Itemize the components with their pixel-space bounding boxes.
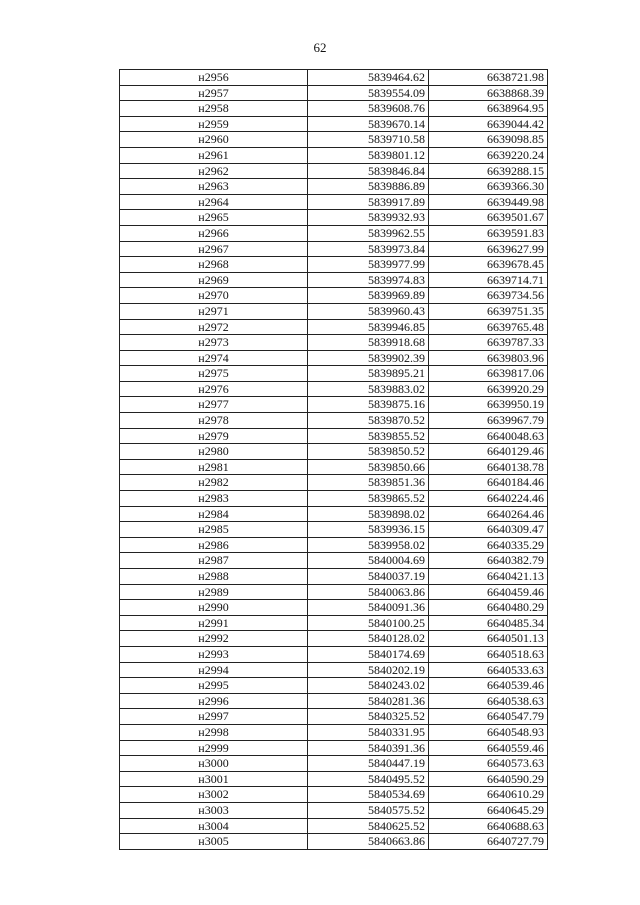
y-coordinate-cell: 6640184.46 — [429, 475, 548, 491]
table-row — [120, 303, 548, 319]
table-row — [120, 631, 548, 647]
x-coordinate-cell: 5840663.86 — [308, 834, 429, 850]
point-id-cell: н2987 — [120, 553, 308, 569]
table-row — [120, 459, 548, 475]
y-coordinate-cell: 6640727.79 — [429, 834, 548, 850]
table-row — [120, 132, 548, 148]
x-coordinate-cell: 5840174.69 — [308, 646, 429, 662]
y-coordinate-cell: 6639787.33 — [429, 335, 548, 351]
table-row — [120, 600, 548, 616]
y-coordinate-cell: 6638721.98 — [429, 70, 548, 86]
y-coordinate-cell: 6639591.83 — [429, 225, 548, 241]
x-coordinate-cell: 5839875.16 — [308, 397, 429, 413]
table-row — [120, 116, 548, 132]
x-coordinate-cell: 5840447.19 — [308, 756, 429, 772]
y-coordinate-cell: 6639678.45 — [429, 257, 548, 273]
point-id-cell: н2978 — [120, 413, 308, 429]
point-id-cell: н2970 — [120, 288, 308, 304]
y-coordinate-cell: 6640129.46 — [429, 444, 548, 460]
point-id-cell: н2958 — [120, 101, 308, 117]
table-row — [120, 756, 548, 772]
x-coordinate-cell: 5839974.83 — [308, 272, 429, 288]
table-row — [120, 241, 548, 257]
point-id-cell: н2980 — [120, 444, 308, 460]
table-row — [120, 740, 548, 756]
table-row — [120, 225, 548, 241]
table-row — [120, 709, 548, 725]
x-coordinate-cell: 5840331.95 — [308, 724, 429, 740]
point-id-cell: н2964 — [120, 194, 308, 210]
table-row — [120, 194, 548, 210]
x-coordinate-cell: 5839958.02 — [308, 537, 429, 553]
y-coordinate-cell: 6640501.13 — [429, 631, 548, 647]
point-id-cell: н2976 — [120, 381, 308, 397]
page-number: 62 — [313, 40, 327, 55]
x-coordinate-cell: 5839977.99 — [308, 257, 429, 273]
point-id-cell: н2971 — [120, 303, 308, 319]
table-row — [120, 381, 548, 397]
point-id-cell: н2997 — [120, 709, 308, 725]
y-coordinate-cell: 6640645.29 — [429, 802, 548, 818]
x-coordinate-cell: 5839918.68 — [308, 335, 429, 351]
x-coordinate-cell: 5839946.85 — [308, 319, 429, 335]
point-id-cell: н2975 — [120, 366, 308, 382]
x-coordinate-cell: 5840575.52 — [308, 802, 429, 818]
point-id-cell: н2985 — [120, 522, 308, 538]
y-coordinate-cell: 6640048.63 — [429, 428, 548, 444]
point-id-cell: н2996 — [120, 693, 308, 709]
x-coordinate-cell: 5840495.52 — [308, 771, 429, 787]
x-coordinate-cell: 5839895.21 — [308, 366, 429, 382]
x-coordinate-cell: 5840281.36 — [308, 693, 429, 709]
table-row — [120, 491, 548, 507]
table-row — [120, 101, 548, 117]
x-coordinate-cell: 5840004.69 — [308, 553, 429, 569]
point-id-cell: н2983 — [120, 491, 308, 507]
y-coordinate-cell: 6639817.06 — [429, 366, 548, 382]
table-row — [120, 147, 548, 163]
table-row — [120, 444, 548, 460]
table-row — [120, 335, 548, 351]
y-coordinate-cell: 6639220.24 — [429, 147, 548, 163]
x-coordinate-cell: 5840243.02 — [308, 678, 429, 694]
table-row — [120, 537, 548, 553]
y-coordinate-cell: 6640547.79 — [429, 709, 548, 725]
point-id-cell: н2973 — [120, 335, 308, 351]
x-coordinate-cell: 5839670.14 — [308, 116, 429, 132]
table-row — [120, 85, 548, 101]
table-row — [120, 163, 548, 179]
x-coordinate-cell: 5839710.58 — [308, 132, 429, 148]
x-coordinate-cell: 5839850.52 — [308, 444, 429, 460]
table-row — [120, 553, 548, 569]
point-id-cell: н2966 — [120, 225, 308, 241]
point-id-cell: н3004 — [120, 818, 308, 834]
table-row — [120, 272, 548, 288]
x-coordinate-cell: 5840202.19 — [308, 662, 429, 678]
y-coordinate-cell: 6640264.46 — [429, 506, 548, 522]
y-coordinate-cell: 6640335.29 — [429, 537, 548, 553]
point-id-cell: н2999 — [120, 740, 308, 756]
y-coordinate-cell: 6640538.63 — [429, 693, 548, 709]
x-coordinate-cell: 5839883.02 — [308, 381, 429, 397]
table-row — [120, 475, 548, 491]
point-id-cell: н2965 — [120, 210, 308, 226]
y-coordinate-cell: 6640480.29 — [429, 600, 548, 616]
table-row — [120, 506, 548, 522]
x-coordinate-cell: 5839898.02 — [308, 506, 429, 522]
x-coordinate-cell: 5839936.15 — [308, 522, 429, 538]
x-coordinate-cell: 5840534.69 — [308, 787, 429, 803]
point-id-cell: н2981 — [120, 459, 308, 475]
y-coordinate-cell: 6640539.46 — [429, 678, 548, 694]
x-coordinate-cell: 5839886.89 — [308, 179, 429, 195]
point-id-cell: н3002 — [120, 787, 308, 803]
y-coordinate-cell: 6640688.63 — [429, 818, 548, 834]
y-coordinate-cell: 6640548.93 — [429, 724, 548, 740]
x-coordinate-cell: 5839917.89 — [308, 194, 429, 210]
y-coordinate-cell: 6640485.34 — [429, 615, 548, 631]
point-id-cell: н2994 — [120, 662, 308, 678]
y-coordinate-cell: 6640138.78 — [429, 459, 548, 475]
point-id-cell: н2957 — [120, 85, 308, 101]
x-coordinate-cell: 5840037.19 — [308, 569, 429, 585]
point-id-cell: н2961 — [120, 147, 308, 163]
x-coordinate-cell: 5839960.43 — [308, 303, 429, 319]
coordinates-table — [119, 69, 548, 850]
point-id-cell: н2991 — [120, 615, 308, 631]
point-id-cell: н2977 — [120, 397, 308, 413]
table-row — [120, 350, 548, 366]
x-coordinate-cell: 5840391.36 — [308, 740, 429, 756]
x-coordinate-cell: 5839870.52 — [308, 413, 429, 429]
point-id-cell: н2993 — [120, 646, 308, 662]
point-id-cell: н2990 — [120, 600, 308, 616]
table-row — [120, 584, 548, 600]
y-coordinate-cell: 6640518.63 — [429, 646, 548, 662]
y-coordinate-cell: 6638964.95 — [429, 101, 548, 117]
table-row — [120, 818, 548, 834]
table-row — [120, 693, 548, 709]
y-coordinate-cell: 6639288.15 — [429, 163, 548, 179]
point-id-cell: н2988 — [120, 569, 308, 585]
y-coordinate-cell: 6639803.96 — [429, 350, 548, 366]
x-coordinate-cell: 5839554.09 — [308, 85, 429, 101]
table-row — [120, 70, 548, 86]
y-coordinate-cell: 6639967.79 — [429, 413, 548, 429]
point-id-cell: н3003 — [120, 802, 308, 818]
y-coordinate-cell: 6640590.29 — [429, 771, 548, 787]
x-coordinate-cell: 5839973.84 — [308, 241, 429, 257]
table-row — [120, 615, 548, 631]
table-row — [120, 569, 548, 585]
x-coordinate-cell: 5840325.52 — [308, 709, 429, 725]
point-id-cell: н2998 — [120, 724, 308, 740]
table-row — [120, 288, 548, 304]
y-coordinate-cell: 6639734.56 — [429, 288, 548, 304]
x-coordinate-cell: 5839608.76 — [308, 101, 429, 117]
y-coordinate-cell: 6639044.42 — [429, 116, 548, 132]
point-id-cell: н3000 — [120, 756, 308, 772]
x-coordinate-cell: 5840625.52 — [308, 818, 429, 834]
point-id-cell: н2972 — [120, 319, 308, 335]
table-row — [120, 771, 548, 787]
x-coordinate-cell: 5839464.62 — [308, 70, 429, 86]
table-row — [120, 522, 548, 538]
point-id-cell: н2995 — [120, 678, 308, 694]
table-row — [120, 210, 548, 226]
point-id-cell: н2967 — [120, 241, 308, 257]
table-row — [120, 834, 548, 850]
y-coordinate-cell: 6640573.63 — [429, 756, 548, 772]
y-coordinate-cell: 6640382.79 — [429, 553, 548, 569]
x-coordinate-cell: 5840128.02 — [308, 631, 429, 647]
point-id-cell: н3001 — [120, 771, 308, 787]
point-id-cell: н3005 — [120, 834, 308, 850]
point-id-cell: н2956 — [120, 70, 308, 86]
point-id-cell: н2992 — [120, 631, 308, 647]
table-row — [120, 787, 548, 803]
y-coordinate-cell: 6639098.85 — [429, 132, 548, 148]
point-id-cell: н2989 — [120, 584, 308, 600]
point-id-cell: н2969 — [120, 272, 308, 288]
y-coordinate-cell: 6640610.29 — [429, 787, 548, 803]
x-coordinate-cell: 5839855.52 — [308, 428, 429, 444]
x-coordinate-cell: 5839902.39 — [308, 350, 429, 366]
y-coordinate-cell: 6639366.30 — [429, 179, 548, 195]
point-id-cell: н2968 — [120, 257, 308, 273]
y-coordinate-cell: 6640533.63 — [429, 662, 548, 678]
point-id-cell: н2962 — [120, 163, 308, 179]
y-coordinate-cell: 6640421.13 — [429, 569, 548, 585]
x-coordinate-cell: 5839846.84 — [308, 163, 429, 179]
y-coordinate-cell: 6639714.71 — [429, 272, 548, 288]
table-row — [120, 179, 548, 195]
table-row — [120, 257, 548, 273]
table-row — [120, 319, 548, 335]
y-coordinate-cell: 6639449.98 — [429, 194, 548, 210]
table-row — [120, 397, 548, 413]
table-row — [120, 366, 548, 382]
point-id-cell: н2986 — [120, 537, 308, 553]
table-row — [120, 802, 548, 818]
point-id-cell: н2979 — [120, 428, 308, 444]
x-coordinate-cell: 5839801.12 — [308, 147, 429, 163]
x-coordinate-cell: 5839851.36 — [308, 475, 429, 491]
table-row — [120, 428, 548, 444]
y-coordinate-cell: 6640459.46 — [429, 584, 548, 600]
x-coordinate-cell: 5839932.93 — [308, 210, 429, 226]
point-id-cell: н2959 — [120, 116, 308, 132]
y-coordinate-cell: 6640309.47 — [429, 522, 548, 538]
table-row — [120, 662, 548, 678]
y-coordinate-cell: 6640559.46 — [429, 740, 548, 756]
y-coordinate-cell: 6639501.67 — [429, 210, 548, 226]
y-coordinate-cell: 6640224.46 — [429, 491, 548, 507]
point-id-cell: н2960 — [120, 132, 308, 148]
point-id-cell: н2974 — [120, 350, 308, 366]
table-row — [120, 413, 548, 429]
x-coordinate-cell: 5840100.25 — [308, 615, 429, 631]
x-coordinate-cell: 5839850.66 — [308, 459, 429, 475]
table-row — [120, 646, 548, 662]
point-id-cell: н2984 — [120, 506, 308, 522]
y-coordinate-cell: 6639950.19 — [429, 397, 548, 413]
x-coordinate-cell: 5840063.86 — [308, 584, 429, 600]
x-coordinate-cell: 5839969.89 — [308, 288, 429, 304]
y-coordinate-cell: 6638868.39 — [429, 85, 548, 101]
x-coordinate-cell: 5839962.55 — [308, 225, 429, 241]
point-id-cell: н2982 — [120, 475, 308, 491]
y-coordinate-cell: 6639765.48 — [429, 319, 548, 335]
x-coordinate-cell: 5839865.52 — [308, 491, 429, 507]
y-coordinate-cell: 6639751.35 — [429, 303, 548, 319]
table-row — [120, 724, 548, 740]
y-coordinate-cell: 6639920.29 — [429, 381, 548, 397]
table-row — [120, 678, 548, 694]
point-id-cell: н2963 — [120, 179, 308, 195]
x-coordinate-cell: 5840091.36 — [308, 600, 429, 616]
y-coordinate-cell: 6639627.99 — [429, 241, 548, 257]
coordinates-table-body — [120, 70, 548, 850]
